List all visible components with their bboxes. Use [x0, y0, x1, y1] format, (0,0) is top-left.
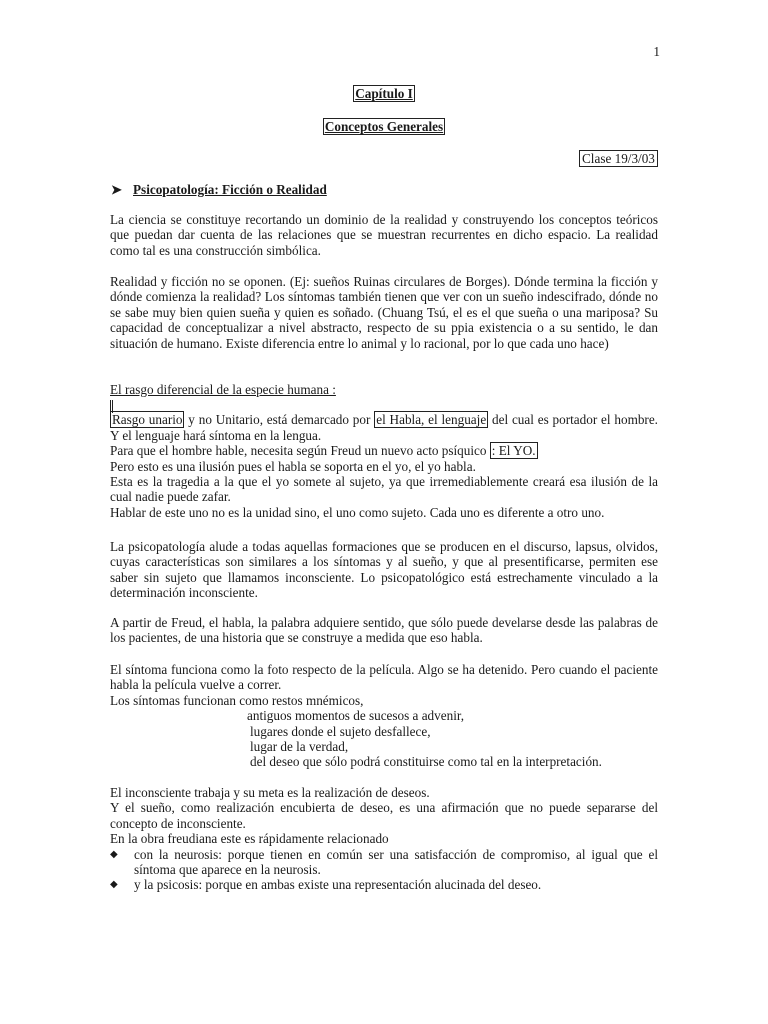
habla-lenguaje-box: el Habla, el lenguaje: [376, 412, 487, 428]
section-subtitle-text: Conceptos Generales: [324, 119, 444, 134]
sintoma-paragraph: El síntoma funciona como la foto respecto de la película. Algo se ha detenido. Pero cuando el paciente habla la película vuelve a correr.: [110, 662, 658, 693]
freud-line-text: Para que el hombre hable, necesita según Freud un nuevo acto psíquico: [110, 443, 490, 459]
paragraph-realidad-ficcion: Realidad y ficción no se oponen. (Ej: sueños Ruinas circulares de Borges). Dónde termina la ficción y dónde comienza la realidad? Los síntomas también tienen que ver con un sueño indescifrado, dónde no se sabe muy bien quien sueña y quien es soñado. (Chuang Tsú, el es el que sueña o una mariposa? Su capacidad de conceptualizar a nivel abstracto, respecto de su ppia existencia o a su sentido, le dan situación de humano. Existe diferencia entre lo animal y lo racional, por lo que cada uno hace): [110, 274, 658, 351]
bullet-neurosis-text: con la neurosis: porque tienen en común ser una satisfacción de compromiso, al igual que el síntoma que aparece en la neurosis.: [134, 846, 658, 878]
sintoma-block: [110, 662, 658, 770]
page-number: 1: [653, 44, 660, 59]
restos-item-1: antiguos momentos de sucesos a advenir,: [247, 708, 465, 724]
inconsciente-line: El inconsciente trabaja y su meta es la realización de deseos.: [110, 785, 430, 800]
chapter-title-text: Capítulo I: [355, 86, 413, 101]
section-heading: [111, 182, 327, 197]
rasgo-tail-text: del cual es portador el hombre. Y el lenguaje hará síntoma en la lengua.: [110, 412, 658, 443]
restos-item-2: lugares donde el sujeto desfallece,: [250, 723, 431, 739]
restos-item-3: lugar de la verdad,: [250, 739, 349, 755]
chapter-title: [0, 86, 768, 101]
rasgo-block: [110, 382, 658, 520]
bullet-psicosis-text: y la psicosis: porque en ambas existe una representación alucinada del deseo.: [134, 877, 542, 893]
obra-freudiana-line: En la obra freudiana este es rápidamente relacionado: [110, 831, 389, 847]
list-item: [110, 877, 658, 892]
paragraph-freud-habla: A partir de Freud, el habla, la palabra adquiere sentido, que sólo puede develarse desde las palabras de los pacientes, de una historia que se construye a medida que eso habla.: [110, 615, 658, 646]
paragraph-ciencia: La ciencia se constituye recortando un dominio de la realidad y construyendo los conceptos teóricos que puedan dar cuenta de las relaciones que se muestran recurrentes en dicho espacio. La realidad como tal es una construcción simbólica.: [110, 212, 658, 258]
restos-item-4: del deseo que sólo podrá constituirse como tal en la interpretación.: [250, 754, 602, 770]
hablar-line: Hablar de este uno no es la unidad sino, el uno como sujeto. Cada uno es diferente a otro uno.: [110, 504, 605, 520]
sueno-line: Y el sueño, como realización encubierta de deseo, es una afirmación que no puede separarse del concepto de inconsciente.: [110, 800, 658, 831]
el-yo-box: : El YO.: [491, 443, 536, 459]
rasgo-unario-box: Rasgo unario: [112, 412, 183, 428]
diamond-bullet-icon: ◆: [110, 879, 118, 891]
arrowhead-bullet-icon: ➤: [111, 182, 123, 197]
list-item: [110, 847, 658, 878]
class-date-box: Clase 19/3/03: [579, 150, 658, 167]
paragraph-psicopatologia: La psicopatología alude a todas aquellas formaciones que se producen en el discurso, lapsus, olvidos, cuyas características son similares a los síntomas y al sueño, y que al presentificarse, permiten ese saber sin sujeto que llamamos inconsciente. Lo psicopatológico está estrechamente vinculado a la determinación inconsciente.: [110, 539, 658, 601]
rasgo-mid-text: y no Unitario, está demarcado por: [184, 412, 375, 428]
restos-intro: Los síntomas funcionan como restos mnémicos,: [110, 692, 364, 708]
rasgo-title: El rasgo diferencial de la especie humana: [110, 382, 329, 397]
diamond-bullet-icon: ◆: [110, 848, 118, 860]
ilusion-line: Pero esto es una ilusión pues el habla se soporta en el yo, el yo habla.: [110, 458, 476, 474]
section-subtitle: [0, 119, 768, 134]
section-heading-text: Psicopatología: Ficción o Realidad: [133, 182, 327, 197]
tragedia-line: Esta es la tragedia a la que el yo somete al sujeto, ya que irremediablemente creará esa ilusión de la cual nadie puede zafar.: [110, 474, 658, 505]
rasgo-title-tail: :: [328, 382, 336, 397]
inconsciente-block: [110, 785, 658, 893]
